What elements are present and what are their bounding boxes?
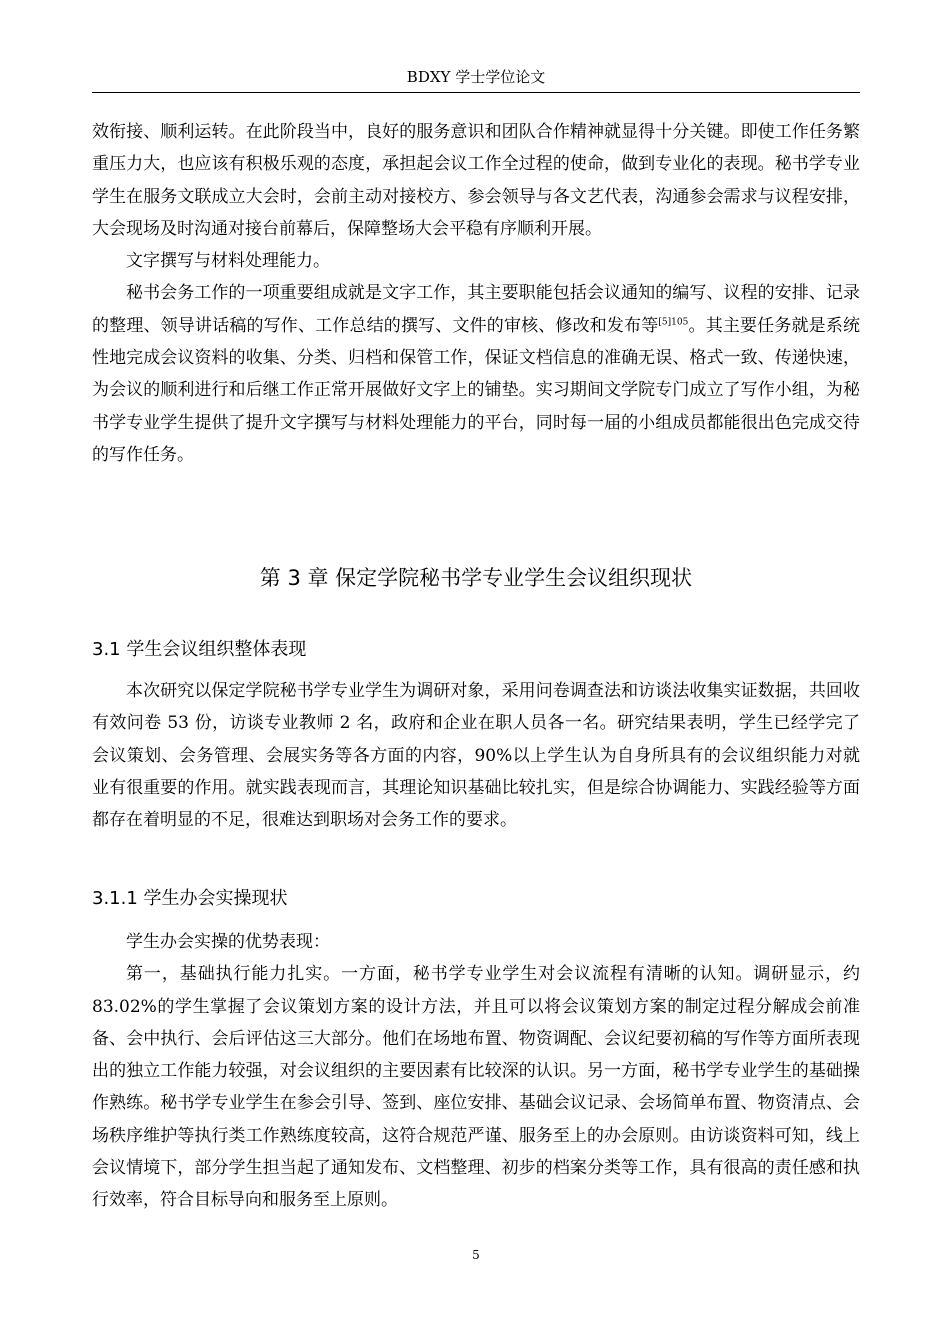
paragraph-text-part2: 。其主要任务就是系统性地完成会议资料的收集、分类、归档和保管工作，保证文档信息的准确无误、格式一致、传递快速，为会议的顺利进行和后继工作正常开展做好文字上的铺垫。实习期间文学院专门成立了写作小组，为秘书学专业学生提供了提升文字撰写与材料处理能力的平台，同时每一届的小组成员都能很出色完成交待的写作任务。	[92, 315, 861, 465]
paragraph-subheading-writing: 文字撰写与材料处理能力。	[126, 251, 330, 272]
paragraph-research-overview: 本次研究以保定学院秘书学专业学生为调研对象，采用问卷调查法和访谈法收集实证数据，共回收有效问卷 53 份，访谈专业教师 2 名，政府和企业在职人员各一名。研究结果表明，学生已经学完了会议策划、会务管理、会展实务等各方面的内容，90%以上学生认为自身所具有的会议组织能力对就业有很重要的作用。就实践表现而言，其理论知识基础比较扎实，但是综合协调能力、实践经验等方面都存在着明显的不足，很难达到职场对会务工作的要求。	[92, 681, 860, 831]
chapter-title: 第 3 章 保定学院秘书学专业学生会议组织现状	[259, 566, 693, 590]
paragraph-continuation: 效衔接、顺利运转。在此阶段当中，良好的服务意识和团队合作精神就显得十分关键。即使工作任务繁重压力大，也应该有积极乐观的态度，承担起会议工作全过程的使命，做到专业化的表现。秘书学专业学生在服务文联成立大会时，会前主动对接校方、参会领导与各文艺代表，沟通参会需求与议程安排，大会现场及时沟通对接台前幕后，保障整场大会平稳有序顺利开展。	[92, 122, 860, 239]
section-3-1-1-body	[92, 926, 860, 1217]
paragraph-writing-ability	[92, 277, 860, 471]
section-heading-3-1-1: 3.1.1 学生办会实操现状	[92, 888, 288, 909]
paragraph-strengths-intro: 学生办会实操的优势表现：	[126, 932, 330, 952]
running-header: BDXY 学士学位论文	[406, 68, 546, 86]
citation-superscript: [5]105	[658, 317, 689, 328]
paragraph-execution-ability: 第一，基础执行能力扎实。一方面，秘书学专业学生对会议流程有清晰的认知。调研显示，约 83.02%的学生掌握了会议策划方案的设计方法，并且可以将会议策划方案的制定过程分解成会前准备、会中执行、会后评估这三大部分。他们在场地布置、物资调配、会议纪要初稿的写作等方面所表现出的独立工作能力较强，对会议组织的主要因素有比较深的认识。另一方面，秘书学专业学生的基础操作熟练。秘书学专业学生在参会引导、签到、座位安排、基础会议记录、会场简单布置、物资清点、会场秩序维护等执行类工作熟练度较高，这符合规范严谨、服务至上的办会原则。由访谈资料可知，线上会议情境下，部分学生担当起了通知发布、文档整理、初步的档案分类等工作，具有很高的责任感和执行效率，符合目标导向和服务至上原则。	[92, 964, 860, 1211]
section-heading-3-1: 3.1 学生会议组织整体表现	[92, 639, 307, 660]
header-divider	[92, 92, 860, 93]
page-number: 5	[472, 1248, 480, 1262]
top-text-block	[92, 116, 860, 471]
section-3-1-body	[92, 675, 860, 836]
paragraph-text-part1: 秘书会务工作的一项重要组成就是文字工作，其主要职能包括会议通知的编写、议程的安排、记录的整理、领导讲话稿的写作、工作总结的撰写、文件的审核、修改和发布等	[92, 283, 860, 336]
